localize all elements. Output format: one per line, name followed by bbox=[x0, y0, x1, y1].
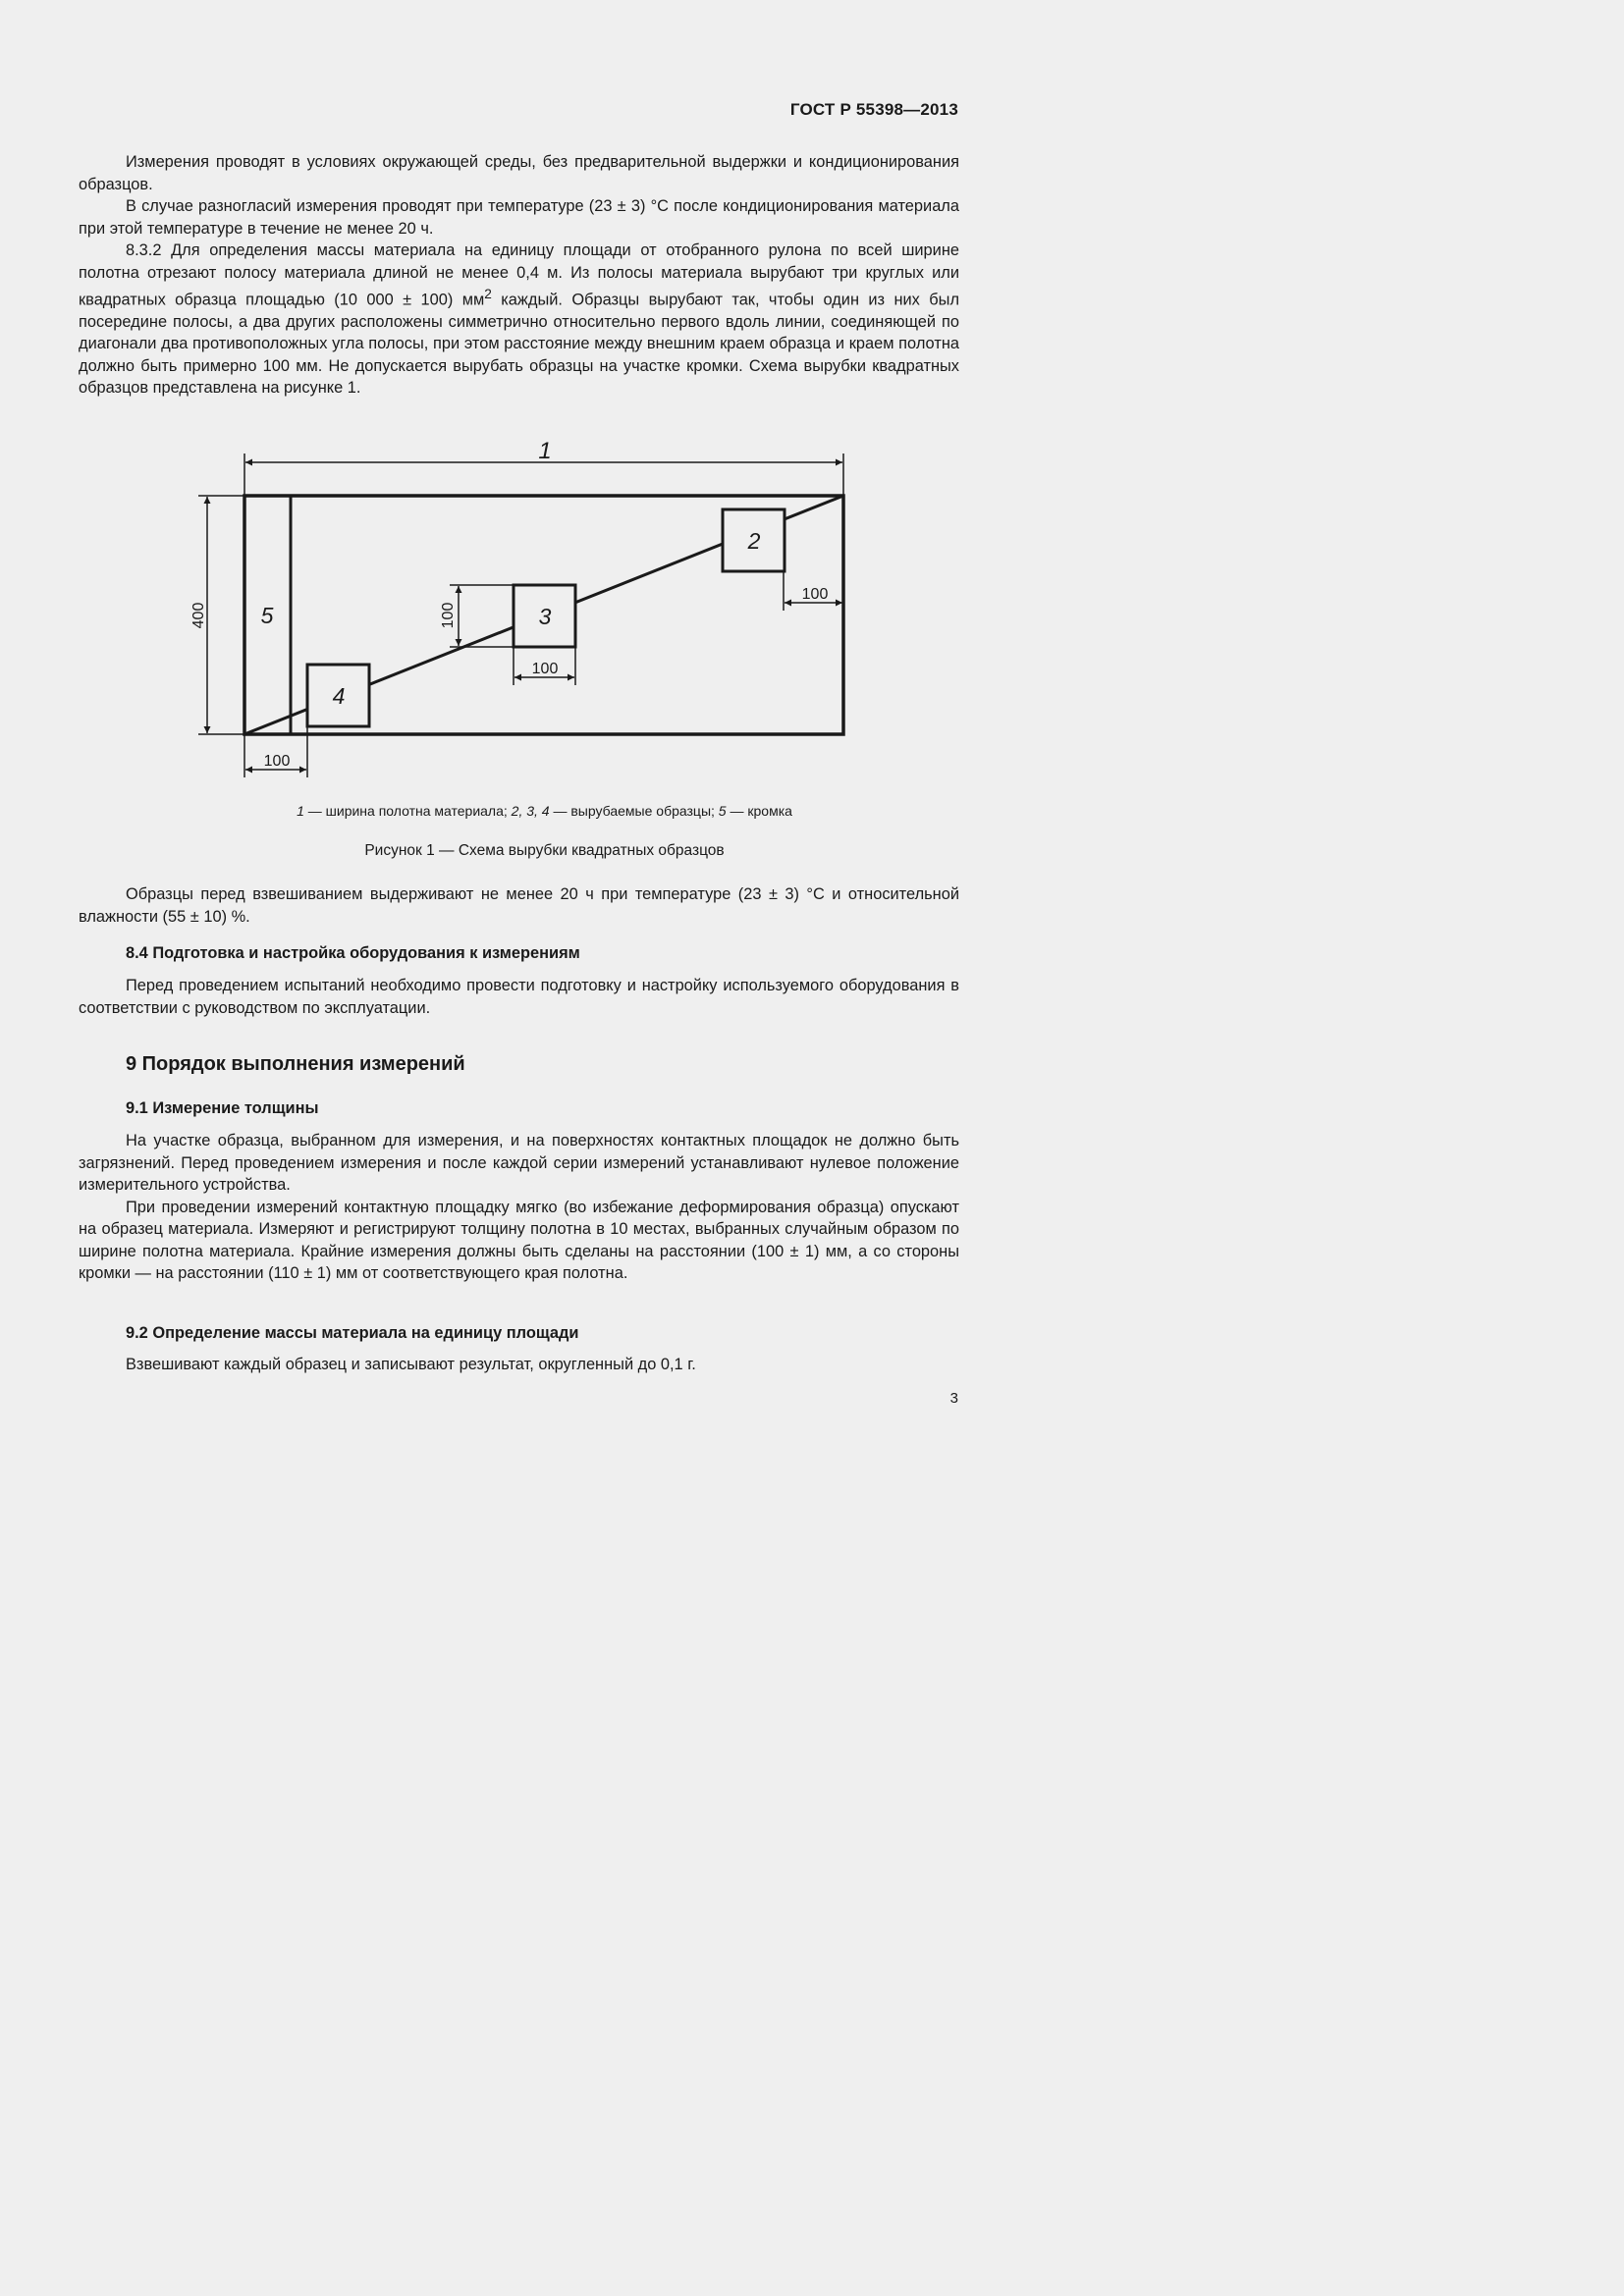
dim-text-sample-height: 100 bbox=[440, 602, 457, 629]
paragraph: Образцы перед взвешиванием выдерживают не менее 20 ч при температуре (23 ± 3) °С и относительной влажности (55 ± 10) %. bbox=[79, 885, 959, 926]
figure-legend bbox=[0, 803, 1089, 819]
text-block-after-figure bbox=[79, 883, 959, 928]
legend-text: — вырубаемые образцы; bbox=[549, 803, 719, 819]
text-block-9-1 bbox=[79, 1130, 959, 1285]
legend-num: 2, 3, 4 bbox=[511, 803, 550, 819]
legend-num: 1 bbox=[297, 803, 304, 819]
label-width: 1 bbox=[538, 442, 552, 464]
cutting-scheme-diagram bbox=[187, 442, 864, 785]
heading-9-2: 9.2 Определение массы материала на единицу площади bbox=[126, 1324, 579, 1342]
dim-text-sample-width: 100 bbox=[531, 661, 559, 677]
paragraph: На участке образца, выбранном для измерения, и на поверхностях контактных площадок не должно быть загрязнений. Перед проведением измерения и после каждой серии измерений устанавливают нулевое положение измерительного устройства. bbox=[79, 1132, 959, 1194]
paragraph: Измерения проводят в условиях окружающей среды, без предварительной выдержки и кондиционирования образцов. bbox=[79, 153, 959, 193]
heading-8-4: 8.4 Подготовка и настройка оборудования к измерениям bbox=[126, 944, 580, 962]
document-header: ГОСТ Р 55398—2013 bbox=[789, 100, 958, 119]
dim-text-height: 400 bbox=[190, 602, 207, 629]
legend-text: — ширина полотна материала; bbox=[303, 803, 512, 819]
heading-9-1: 9.1 Измерение толщины bbox=[126, 1099, 319, 1117]
text-block-top bbox=[79, 151, 959, 400]
page-number: 3 bbox=[949, 1390, 958, 1407]
figure-1 bbox=[187, 442, 864, 785]
dim-text-left-gap: 100 bbox=[263, 753, 291, 770]
superscript: 2 bbox=[484, 287, 492, 301]
paragraph: В случае разногласий измерения проводят при температуре (23 ± 3) °С после кондиционирования материала при этой температуре в течение не менее 20 ч. bbox=[79, 197, 959, 238]
label-sample-3: 3 bbox=[538, 604, 552, 629]
text-run: 8.3.2 Для определения массы материала на единицу площади от отобранного рулона по всей ширине полотна отрезают полосу материала длиной не менее 0,4 м. Из полосы материала вырубают три круглых или квадратных образца площадью (10 000 ± 100) мм bbox=[79, 241, 959, 309]
label-sample-2: 2 bbox=[747, 528, 761, 554]
label-edge: 5 bbox=[260, 603, 274, 628]
figure-title: Рисунок 1 — Схема вырубки квадратных образцов bbox=[364, 842, 725, 859]
paragraph: Перед проведением испытаний необходимо провести подготовку и настройку используемого оборудования в соответствии с руководством по эксплуатации. bbox=[79, 977, 959, 1017]
paragraph: Взвешивают каждый образец и записывают результат, округленный до 0,1 г. bbox=[126, 1356, 696, 1373]
paragraph-832 bbox=[79, 240, 959, 400]
text-block-9-2 bbox=[79, 1354, 959, 1376]
label-sample-4: 4 bbox=[332, 683, 346, 709]
legend-num: 5 bbox=[718, 803, 727, 819]
text-run: каждый. Образцы вырубают так, чтобы один из них был посередине полосы, а два других расположены симметрично относительно первого вдоль линии, соединяющей по диагонали два противоположных угла полосы, при этом расстояние между внешним краем образца и краем полотна должно быть примерно 100 мм. Не допускается вырубать образцы на участке кромки. Схема вырубки квадратных образцов представлена на рисунке 1. bbox=[79, 291, 960, 398]
legend-text: — кромка bbox=[726, 803, 792, 819]
dim-text-right-gap: 100 bbox=[801, 586, 829, 603]
text-block-8-4 bbox=[79, 975, 959, 1019]
heading-section-9: 9 Порядок выполнения измерений bbox=[126, 1053, 465, 1075]
paragraph: При проведении измерений контактную площадку мягко (во избежание деформирования образца) опускают на образец материала. Измеряют и регистрируют толщину полотна в 10 местах, выбранных случайным образом по ширине полотна материала. Крайние измерения должны быть сделаны на расстоянии (100 ± 1) мм, а со стороны кромки — на расстоянии (110 ± 1) мм от соответствующего края полотна. bbox=[79, 1198, 959, 1282]
